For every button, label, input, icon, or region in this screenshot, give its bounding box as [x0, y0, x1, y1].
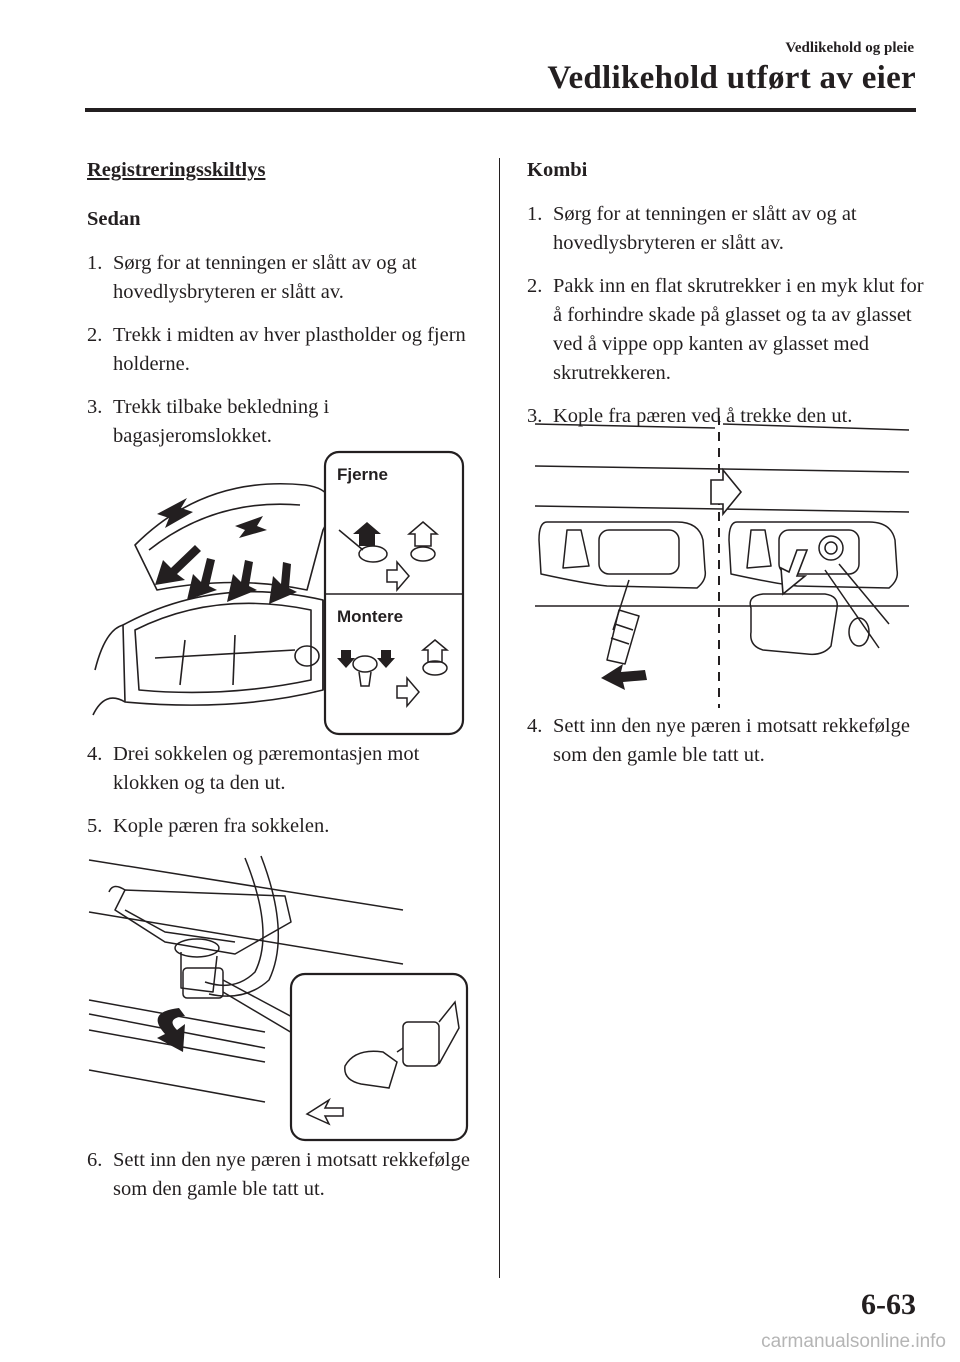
label-remove: Fjerne	[337, 465, 389, 484]
subsection-kombi: Kombi	[527, 159, 588, 181]
page-number: 6-63	[861, 1288, 916, 1321]
step-text: Trekk tilbake bekledning i bagasjeromslokket.	[113, 396, 330, 447]
left-column	[87, 156, 487, 465]
step-text: Sett inn den nye pæren i motsatt rekkefølge som den gamle ble tatt ut.	[113, 1149, 470, 1200]
step-number: 1.	[527, 203, 543, 225]
page-title: Vedlikehold utført av eier	[547, 60, 916, 96]
step-number: 2.	[527, 275, 543, 297]
step-number: 4.	[527, 715, 543, 737]
step-text: Sett inn den nye pæren i motsatt rekkefølge som den gamle ble tatt ut.	[553, 715, 910, 766]
step-item	[87, 321, 487, 379]
watermark: carmanualsonline.info	[761, 1331, 946, 1352]
step-number: 1.	[87, 252, 103, 274]
step-number: 5.	[87, 815, 103, 837]
left-column-step-6	[87, 1146, 487, 1218]
step-text: Drei sokkelen og pæremontasjen mot klokken og ta den ut.	[113, 743, 420, 794]
step-number: 3.	[87, 396, 103, 418]
step-text: Pakk inn en flat skrutrekker i en myk klut for å forhindre skade på glasset og ta av glasset ved å vippe opp kanten av glasset med skrutrekkeren.	[553, 275, 924, 384]
right-column	[527, 156, 927, 445]
chapter-title: Vedlikehold og pleie	[785, 40, 914, 56]
step-item	[87, 1146, 487, 1204]
step-item	[87, 393, 487, 451]
label-install: Montere	[337, 607, 404, 626]
step-text: Sørg for at tenningen er slått av og at hovedlysbryteren er slått av.	[113, 252, 417, 303]
step-number: 3.	[527, 405, 543, 427]
section-title: Registreringsskiltlys	[87, 159, 266, 181]
subsection-sedan: Sedan	[87, 208, 141, 230]
column-divider	[499, 158, 500, 1278]
step-text: Kople fra pæren ved å trekke den ut.	[553, 405, 853, 427]
step-number: 4.	[87, 743, 103, 765]
step-item	[87, 740, 487, 798]
header-divider	[85, 108, 916, 112]
step-item	[527, 272, 927, 388]
step-item	[87, 249, 487, 307]
kombi-lens-illustration	[527, 410, 919, 708]
step-text: Kople pæren fra sokkelen.	[113, 815, 330, 837]
left-column-steps-4-5	[87, 740, 487, 855]
step-text: Trekk i midten av hver plastholder og fjern holderne.	[113, 324, 466, 375]
step-item	[527, 712, 927, 770]
right-column-step-4	[527, 712, 927, 784]
step-number: 2.	[87, 324, 103, 346]
step-text: Sørg for at tenningen er slått av og at hovedlysbryteren er slått av.	[553, 203, 857, 254]
bulb-socket-illustration	[85, 852, 469, 1142]
trunk-lid-illustration	[85, 450, 467, 738]
step-item	[87, 812, 487, 841]
step-item	[527, 200, 927, 258]
step-number: 6.	[87, 1149, 103, 1171]
